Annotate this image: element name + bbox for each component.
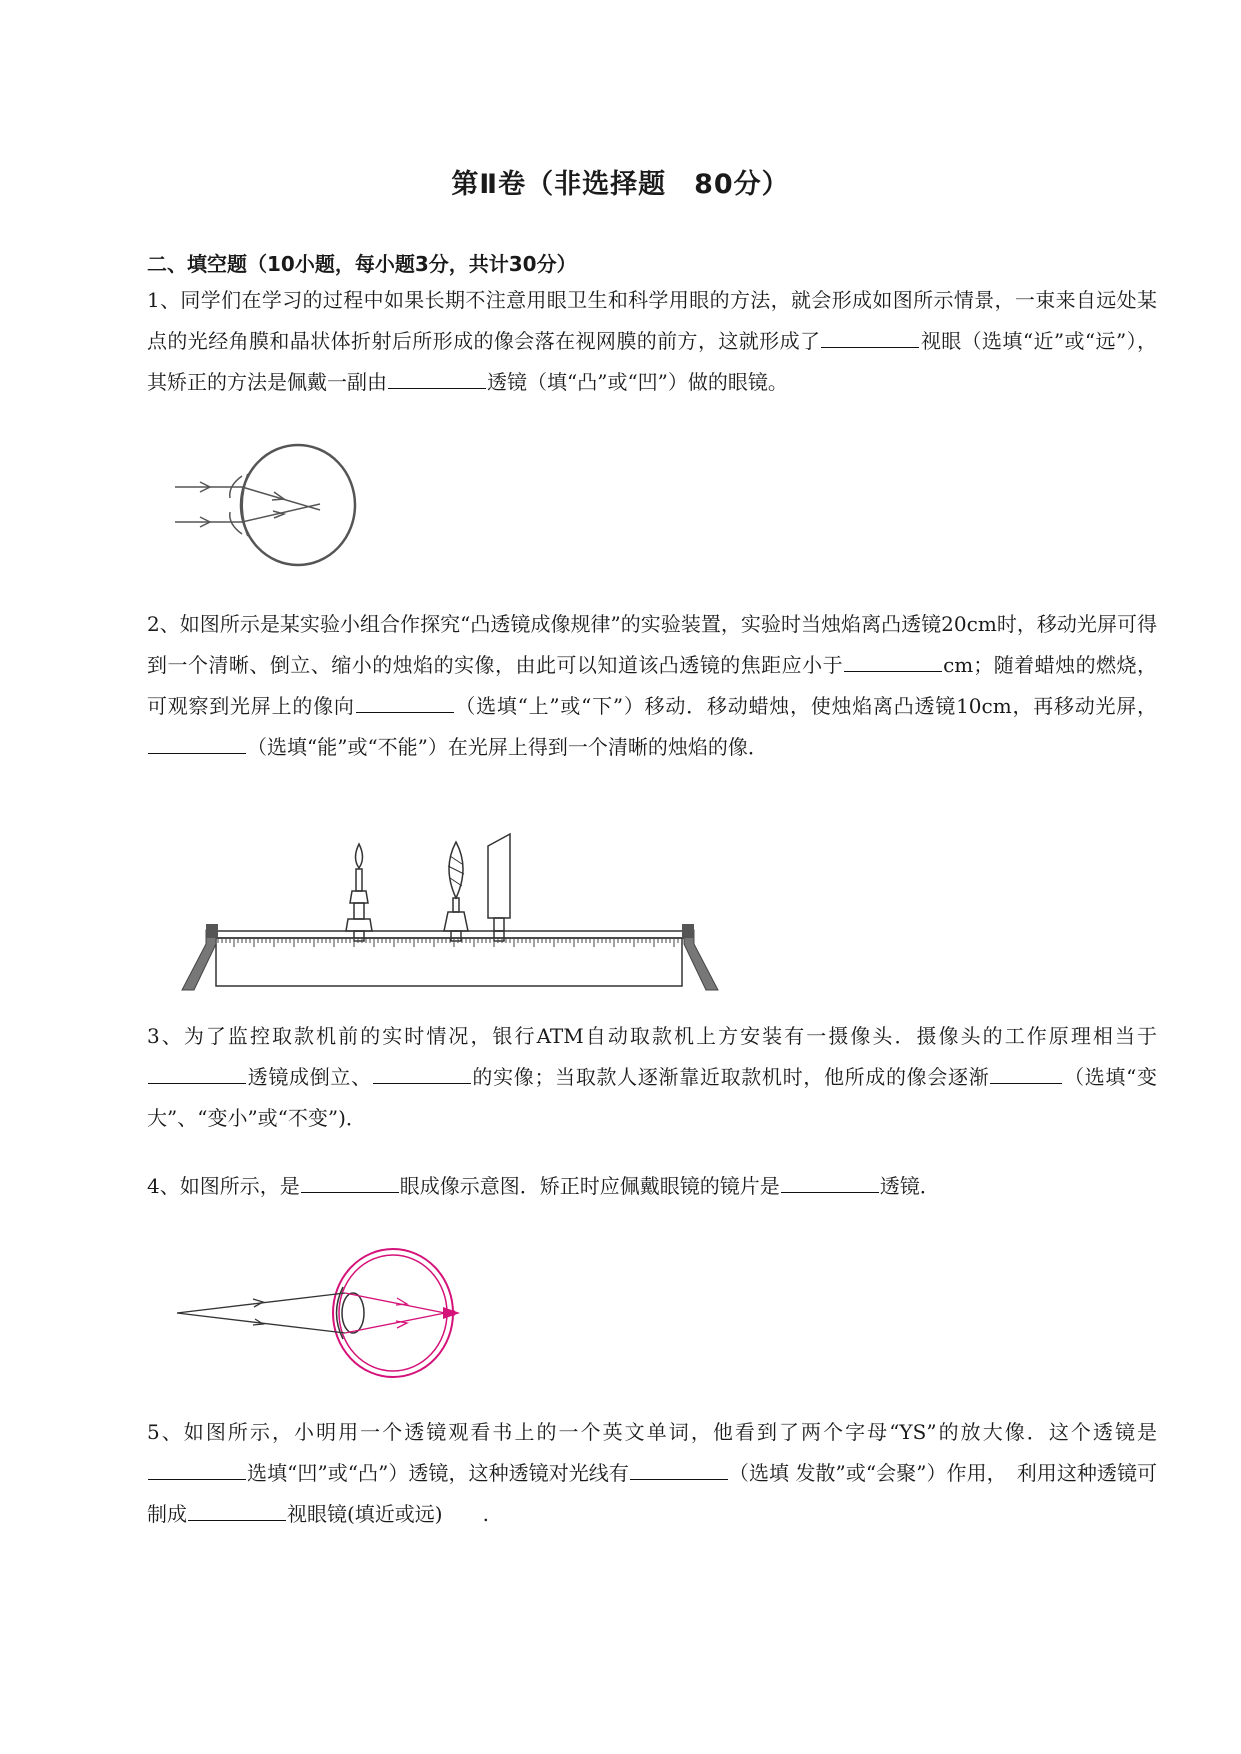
- question-4-text-c: 透镜．: [879, 1174, 940, 1198]
- question-1: [147, 280, 1157, 403]
- question-4-text-a: 4、如图所示，是: [147, 1174, 300, 1198]
- question-2-text-c: （选填“上”或“下”）移动．移动蜡烛，使烛焰离凸透镜10cm，再移动光屏，: [454, 694, 1158, 718]
- question-2-text-b: cm；随着蜡烛的燃烧，可观察到光屏上的像向: [147, 653, 1158, 718]
- answer-blank-5b[interactable]: [630, 1457, 728, 1480]
- answer-blank-3b[interactable]: [373, 1061, 471, 1084]
- question-3-text-b: 透镜成倒立、: [247, 1065, 372, 1089]
- question-3-text-a: 3、为了监控取款机前的实时情况，银行ATM自动取款机上方安装有一摄像头．摄像头的工作原理相当于: [147, 1024, 1157, 1048]
- question-5-text-d: 视眼镜(填近或远) .: [287, 1502, 489, 1526]
- question-4-text-b: 眼成像示意图．矫正时应佩戴眼镜的镜片是: [399, 1174, 780, 1198]
- question-2: [147, 604, 1157, 768]
- question-1-text-b: 视眼（选填“近”或“远”），其矫正的方法是佩戴一副由: [147, 329, 1157, 394]
- question-5-text-b: 选填“凹”或“凸”）透镜，这种透镜对光线有: [247, 1461, 629, 1485]
- question-1-text-c: 透镜（填“凸”或“凹”）做的眼镜。: [487, 370, 788, 394]
- answer-blank-3a[interactable]: [148, 1061, 246, 1084]
- page-title: 第Ⅱ卷（非选择题 80分）: [451, 169, 790, 200]
- question-5-text-c: （选填 发散”或“会聚”）作用， 利用这种透镜可制成: [147, 1461, 1157, 1526]
- myopia-eye-figure: [170, 440, 360, 570]
- question-4: [147, 1166, 1157, 1207]
- question-1-text-a: 1、同学们在学习的过程中如果长期不注意用眼卫生和科学用眼的方法，就会形成如图所示情景，一束来自远处某点的光经角膜和晶状体折射后所形成的像会落在视网膜的前方，这就形成了: [147, 288, 1157, 353]
- hyperopia-eye-figure: [175, 1245, 475, 1385]
- bench-slider: [451, 931, 461, 941]
- answer-blank-5a[interactable]: [148, 1457, 246, 1480]
- question-5: [147, 1412, 1157, 1535]
- answer-blank-1b[interactable]: [388, 366, 486, 389]
- answer-blank-4a[interactable]: [301, 1170, 399, 1193]
- bench-leg-left: [182, 930, 216, 990]
- answer-blank-4b[interactable]: [781, 1170, 879, 1193]
- question-3-text-c: 的实像；当取款人逐渐靠近取款机时，他所成的像会逐渐: [471, 1065, 990, 1089]
- candle-flame: [356, 844, 363, 868]
- bench-leg-right: [684, 930, 718, 990]
- answer-blank-2c[interactable]: [148, 731, 246, 754]
- answer-blank-2b[interactable]: [356, 690, 454, 713]
- question-2-text-a: 2、如图所示是某实验小组合作探究“凸透镜成像规律”的实验装置，实验时当烛焰离凸透镜20cm时，移动光屏可得到一个清晰、倒立、缩小的烛焰的实像，由此可以知道该凸透镜的焦距应小于: [147, 612, 1157, 677]
- light-screen: [488, 834, 510, 918]
- answer-blank-3c[interactable]: [990, 1061, 1062, 1084]
- section-heading: 二、填空题（10小题，每小题3分，共计30分）: [147, 252, 577, 276]
- answer-blank-2a[interactable]: [844, 649, 942, 672]
- question-3: [147, 1016, 1157, 1139]
- question-3-text-d: （选填“变大”、“变小”或“不变”)．: [147, 1065, 1158, 1130]
- answer-blank-5c[interactable]: [188, 1498, 286, 1521]
- question-2-text-d: （选填“能”或“不能”）在光屏上得到一个清晰的烛焰的像．: [247, 735, 768, 759]
- optical-bench-figure: [176, 826, 728, 996]
- question-5-text-a: 5、如图所示，小明用一个透镜观看书上的一个英文单词，他看到了两个字母“YS”的放大像．这个透镜是: [147, 1420, 1157, 1444]
- answer-blank-1a[interactable]: [821, 325, 919, 348]
